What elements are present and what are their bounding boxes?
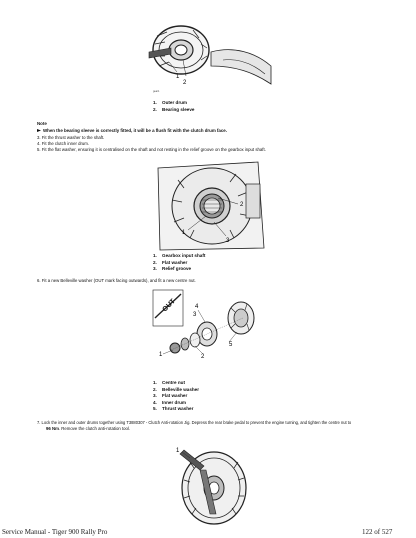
callout-1: 1 (176, 448, 180, 454)
figure-exploded-clutch-parts (151, 288, 255, 378)
footer-manual-title: Service Manual - Tiger 900 Rally Pro (2, 528, 108, 536)
legend-item: 4. Inner drum (153, 399, 186, 405)
figure-anti-rotation-jig (170, 440, 250, 528)
figure-gearbox-input-shaft (154, 160, 266, 252)
step-7-line-1: 7. Lock the inner and outer drums together using T3880307 - Clutch Anti-rotation Jig. Depress the rear brake pedal to prevent the engine turning, and tighten the centre nut to (37, 420, 352, 425)
callout-3: 3 (226, 238, 230, 244)
legend-item: 1. Centre nut (153, 380, 185, 385)
legend-item: 2. Flat washer (153, 259, 188, 265)
arrow-bullet-icon (37, 129, 41, 132)
figure-outer-drum-bearing-sleeve (143, 22, 275, 94)
step-4: 4. Fit the clutch inner drum. (37, 141, 90, 146)
figure1-legend (153, 100, 194, 113)
out-mark-washer-inset (153, 290, 183, 326)
step-7-line-2: 96 Nm. Remove the clutch anti-rotation tool. (46, 426, 131, 431)
step-3: 3. Fit the thrust washer to the shaft. (37, 135, 105, 140)
note-text: When the bearing sleeve is correctly fitted, it will be a flush fit with the clutch drum face. (37, 128, 227, 133)
note-title: Note (37, 121, 47, 126)
step-6: 6. Fit a new Belleville washer (OUT mark facing outwards), and fit a new centre nut. (37, 278, 196, 283)
callout-2: 2 (201, 354, 205, 360)
step-5: 5. Fit the flat washer, ensuring it is centralised on the shaft and not resting in the relief groove on the gearbox input shaft. (37, 147, 266, 152)
figure-code: gear1 (153, 90, 160, 93)
callout-1: 1 (159, 352, 163, 358)
legend-item: 2. Bearing sleeve (153, 106, 195, 112)
legend-item: 2. Belleville washer (153, 386, 200, 392)
callout-1: 1 (176, 74, 180, 80)
legend-item: 1. Gearbox input shaft (153, 253, 206, 258)
legend-item: 5. Thrust washer (153, 406, 194, 412)
callout-4: 4 (195, 304, 199, 310)
callout-2: 2 (183, 80, 187, 86)
figure2-legend (153, 253, 205, 273)
gearbox-shaft-illustration (158, 162, 264, 250)
legend-item: 1. Outer drum (153, 100, 188, 105)
callout-1: 1 (182, 230, 186, 236)
legend-item: 3. Flat washer (153, 393, 188, 399)
callout-3: 3 (193, 312, 197, 318)
footer-page-number: 122 of 527 (362, 528, 393, 536)
figure3-legend (153, 380, 199, 413)
callout-5: 5 (229, 342, 233, 348)
svg-text:OUT: OUT (161, 298, 177, 314)
legend-item: 3. Relief groove (153, 266, 192, 272)
callout-2: 2 (240, 202, 244, 208)
torque-value: 96 Nm (46, 426, 59, 431)
